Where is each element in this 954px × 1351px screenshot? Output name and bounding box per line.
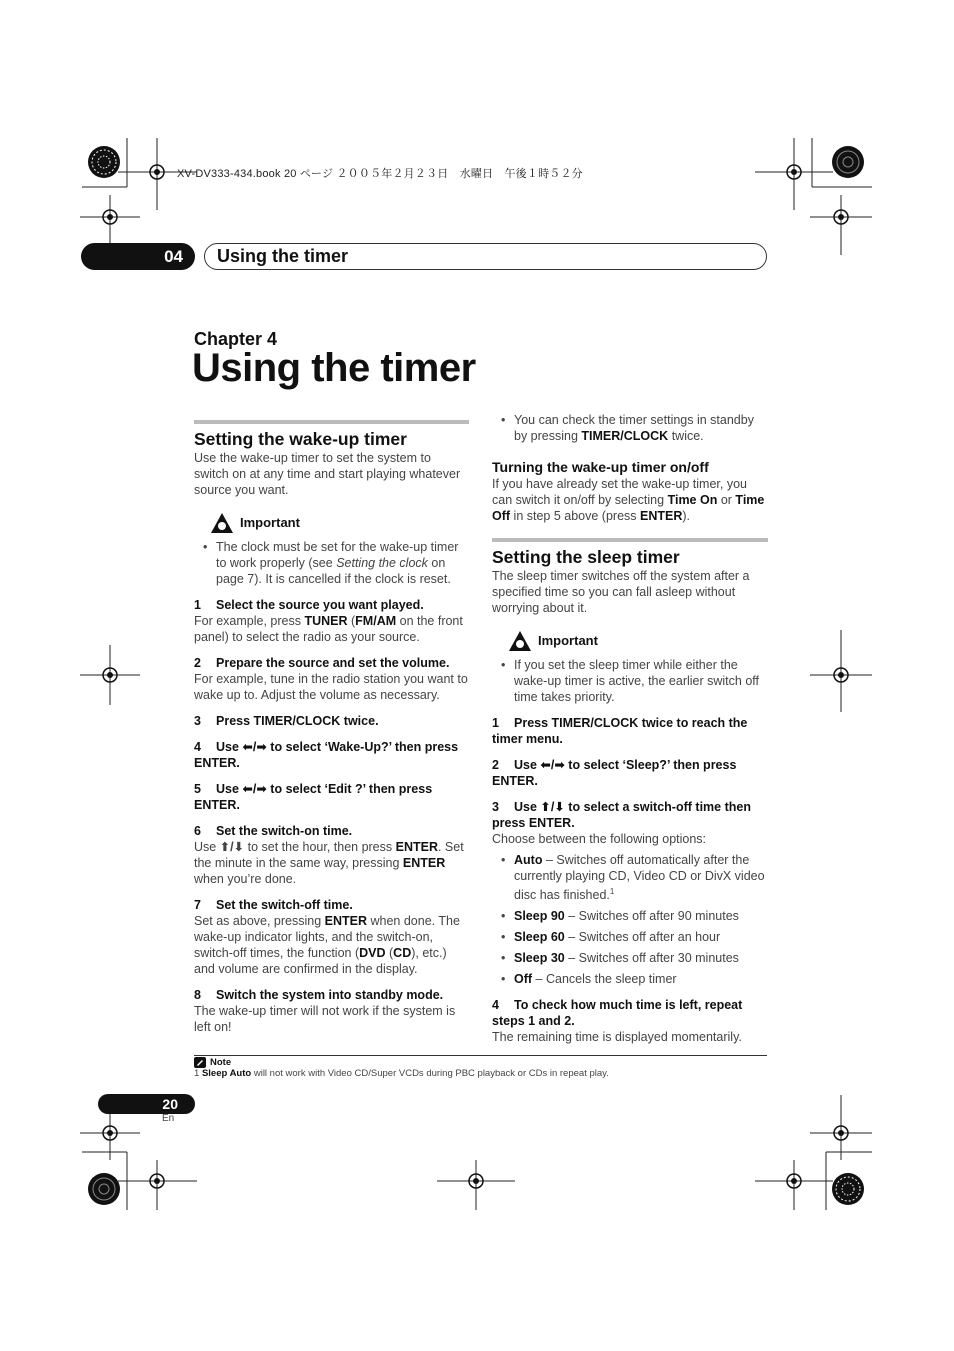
page-number: 20: [98, 1094, 195, 1114]
important-label: Important: [240, 515, 300, 530]
page-language: En: [162, 1113, 175, 1124]
wake-up-intro: Use the wake-up timer to set the system to switch on at any time and start playing whatever source you want.: [194, 451, 461, 497]
section-rule: [492, 538, 768, 542]
list-item: • You can check the timer settings in standby by pressing TIMER/CLOCK twice.: [492, 412, 768, 444]
sleep-step-2-title: 2 Use ⬅/➡ to select ‘Sleep?’ then press ENTER.: [492, 758, 737, 788]
sleep-options-list: [492, 852, 768, 987]
up-down-arrow-icon: ⬆/⬇: [540, 800, 565, 814]
step-4-title: 4 Use ⬅/➡ to select ‘Wake-Up?’ then press ENTER.: [194, 740, 459, 770]
right-column: [492, 412, 768, 1045]
important-box: [210, 512, 469, 534]
sleep-step-4-text: The remaining time is displayed momentarily.: [492, 1030, 742, 1045]
on-off-text: If you have already set the wake-up timer, you can switch it on/off by selecting Time On or Time Off in step 5 above (press ENTER).: [492, 477, 765, 523]
important-list: [492, 657, 768, 705]
step-6-title: 6 Set the switch-on time.: [194, 824, 353, 838]
step-1-text: For example, press TUNER (FM/AM on the front panel) to select the radio as your source.: [194, 614, 463, 644]
warning-icon: [508, 630, 532, 652]
left-right-arrow-icon: ⬅/➡: [242, 740, 267, 754]
step-8-text: The wake-up timer will not work if the system is left on!: [194, 1004, 456, 1034]
list-item: • Sleep 30 – Switches off after 30 minutes: [492, 950, 768, 966]
list-item: • If you set the sleep timer while either the wake-up timer is active, the earlier switch off time takes priority.: [492, 657, 768, 705]
chapter-tab-number: 04: [81, 243, 195, 270]
footnote-text: 1 Sleep Auto will not work with Video CD/Super VCDs during PBC playback or CDs in repeat play.: [194, 1068, 609, 1079]
timer-check-list: [492, 412, 768, 444]
step-8-title: 8 Switch the system into standby mode.: [194, 988, 444, 1002]
sleep-heading: Setting the sleep timer: [492, 547, 680, 567]
step-3-title: 3 Press TIMER/CLOCK twice.: [194, 714, 379, 728]
footnote-area: [194, 1055, 767, 1079]
left-right-arrow-icon: ⬅/➡: [242, 782, 267, 796]
sleep-step-3-title: 3 Use ⬆/⬇ to select a switch-off time then press ENTER.: [492, 800, 751, 830]
step-1-title: 1 Select the source you want played.: [194, 598, 424, 612]
section-rule: [194, 420, 469, 424]
sleep-step-4-title: 4 To check how much time is left, repeat steps 1 and 2.: [492, 998, 743, 1029]
list-item: • Sleep 90 – Switches off after 90 minutes: [492, 908, 768, 924]
cross-reference: Setting the clock: [336, 556, 428, 570]
step-7-text: Set as above, pressing ENTER when done. The wake-up indicator lights, and the switch-on, switch-off times, the function (DVD (CD), etc.) and volume are confirmed in the display.: [194, 914, 460, 976]
chapter-title: Using the timer: [192, 346, 476, 390]
left-right-arrow-icon: ⬅/➡: [540, 758, 565, 772]
note-label: Note: [210, 1057, 232, 1068]
important-box: [508, 630, 768, 652]
chapter-label: Chapter 4: [194, 329, 278, 349]
step-2-text: For example, tune in the radio station you want to wake up to. Adjust the volume as necessary.: [194, 672, 468, 702]
step-7-title: 7 Set the switch-off time.: [194, 898, 353, 912]
book-filename: XV-DV333-434.book 20 ページ ２００５年２月２３日 水曜日 午後１時５２分: [177, 168, 583, 180]
warning-icon: [210, 512, 234, 534]
wake-up-heading: Setting the wake-up timer: [194, 429, 407, 449]
note-icon: [194, 1057, 206, 1068]
list-item: • Auto – Switches off automatically after the currently playing CD, Video CD or DivX video disc has finished.$^1$: [492, 852, 768, 903]
list-item: • Off – Cancels the sleep timer: [492, 971, 768, 987]
sleep-step-3-text: Choose between the following options:: [492, 832, 707, 846]
sleep-step-1-title: 1 Press TIMER/CLOCK twice to reach the timer menu.: [492, 716, 748, 746]
step-6-text: Use ⬆/⬇ to set the hour, then press ENTER. Set the minute in the same way, pressing ENTER when you’re done.: [194, 840, 464, 886]
chapter-tab-title: Using the timer: [204, 243, 767, 270]
up-down-arrow-icon: ⬆/⬇: [219, 840, 245, 854]
important-list: [194, 539, 469, 587]
left-column: [194, 420, 469, 1035]
important-label: Important: [538, 633, 598, 648]
footnote-ref: 1: [609, 887, 615, 896]
step-2-title: 2 Prepare the source and set the volume.: [194, 656, 450, 670]
list-item: • Sleep 60 – Switches off after an hour: [492, 929, 768, 945]
list-item: • The clock must be set for the wake-up timer to work properly (see Setting the clock on page 7). It is cancelled if the clock is reset.: [194, 539, 469, 587]
on-off-subheading: Turning the wake-up timer on/off: [492, 459, 709, 475]
sleep-intro: The sleep timer switches off the system after a specified time so you can fall asleep without worrying about it.: [492, 569, 750, 615]
step-5-title: 5 Use ⬅/➡ to select ‘Edit ?’ then press ENTER.: [194, 782, 433, 812]
